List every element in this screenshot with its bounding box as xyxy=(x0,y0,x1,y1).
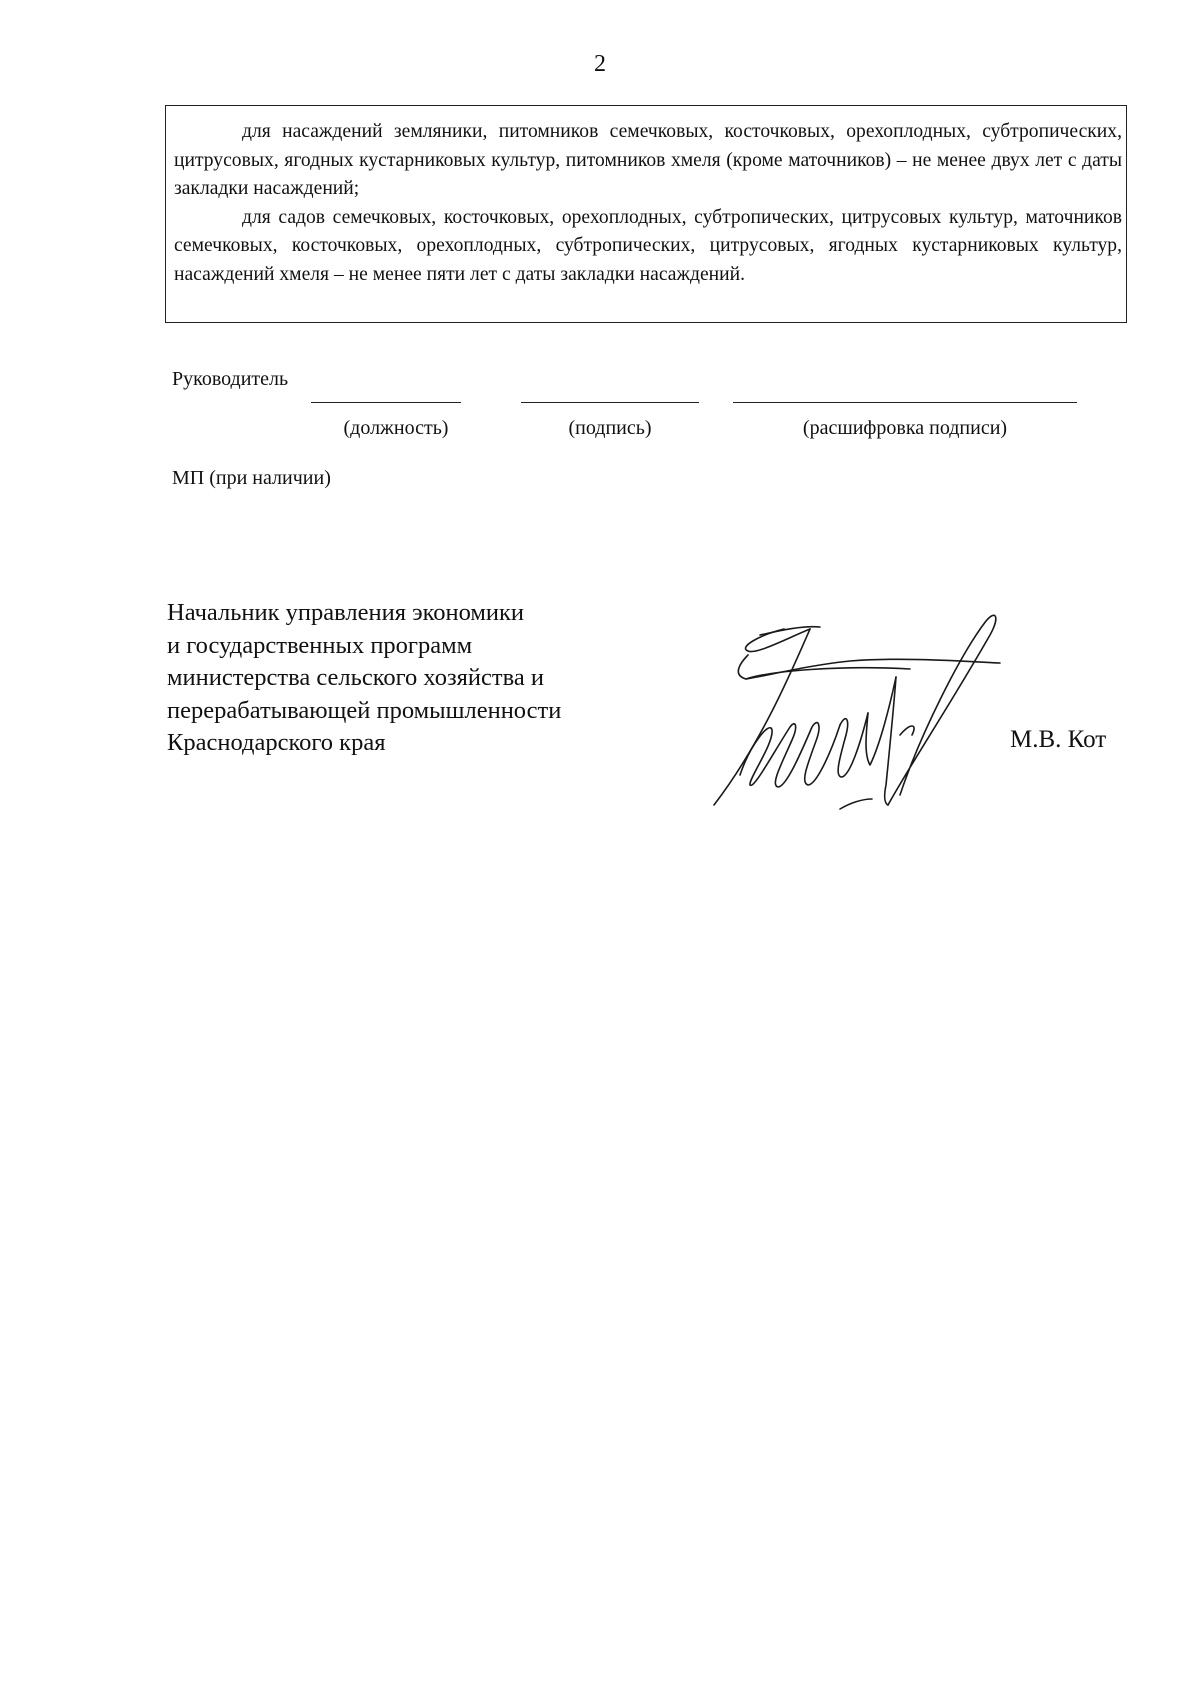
handwritten-signature xyxy=(700,595,1060,815)
boxed-text xyxy=(165,105,1127,323)
official-title-line: и государственных программ xyxy=(167,631,473,659)
name-line xyxy=(733,402,1077,403)
stamp-note: МП (при наличии) xyxy=(172,467,331,489)
name-caption: (расшифровка подписи) xyxy=(802,417,1008,439)
official-title-line: перерабатывающей промышленности xyxy=(167,696,562,724)
signature-caption: (подпись) xyxy=(568,417,652,439)
boxed-paragraph-1: для насаждений земляники, питомников семечковых, косточковых, орехоплодных, субтропических, цитрусовых, ягодных кустарниковых культур, питомников хмеля (кроме маточников) – не менее двух лет с даты закладки насаждений; xyxy=(174,121,1122,199)
official-title-line: министерства сельского хозяйства и xyxy=(167,664,544,691)
page-number: 2 xyxy=(594,51,606,77)
position-line xyxy=(311,402,461,403)
position-caption: (должность) xyxy=(343,417,449,439)
official-name: М.В. Кот xyxy=(1010,726,1107,753)
boxed-paragraph-2: для садов семечковых, косточковых, орехоплодных, субтропических, цитрусовых культур, маточников семечковых, косточковых, орехоплодных, субтропических, цитрусовых, ягодных кустарниковых культур, насаждений хмеля – не менее пяти лет с даты закладки насаждений. xyxy=(174,206,1122,285)
signature-line xyxy=(521,402,699,403)
official-title xyxy=(167,597,561,760)
head-label: Руководитель xyxy=(172,368,289,390)
official-title-line: Краснодарского края xyxy=(167,729,386,756)
official-title-line: Начальник управления экономики xyxy=(167,599,525,626)
